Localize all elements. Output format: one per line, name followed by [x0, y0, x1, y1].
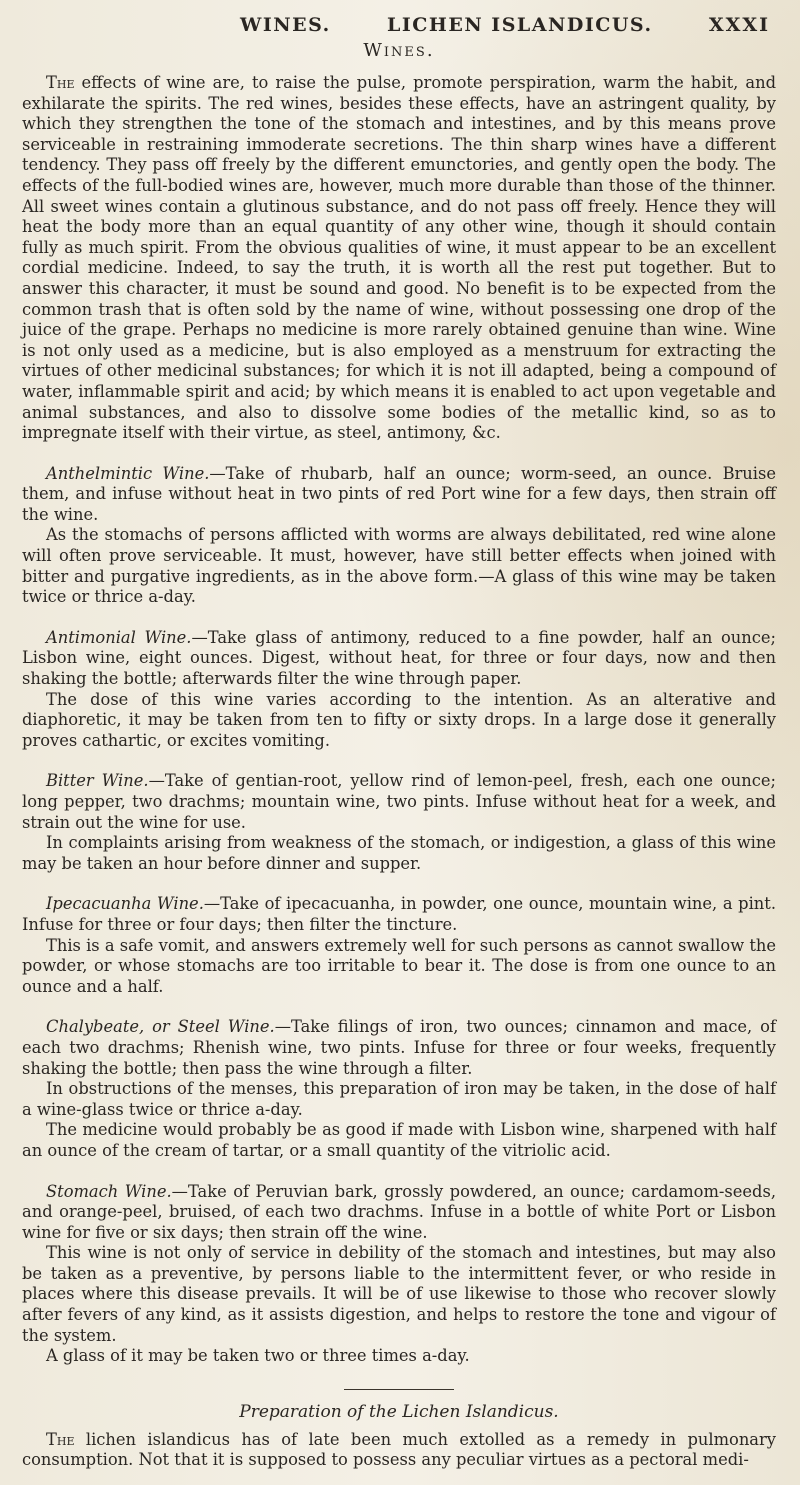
- intro-text: effects of wine are, to raise the pulse, promote perspiration, warm the habit, and exhilarate the spirits. The red wines, besides these effects, have an astringent quality, by which they strengthen the tone of the stomach and intestines, and by this means prove serviceable in restraining immoderate secretions. The thin sharp wines have a different tendency. They pass off freely by the different emunctories, and gently open the body. The effects of the full-bodied wines are, however, much more durable than those of the thinner. All sweet wines contain a glutinous substance, and do not pass off freely. Hence they will heat the body more than an equal quantity of any other wine, though it should contain fully as much spirit. From the obvious qualities of wine, it must appear to be an excellent cordial medicine. Indeed, to say the truth, it is worth all the rest put together. But to answer this character, it must be sound and good. No benefit is to be expected from the common trash that is often sold by the name of wine, without possessing one drop of the juice of the grape. Perhaps no medicine is more rarely obtained genuine than wine. Wine is not only used as a medicine, but is also employed as a menstruum for extracting the virtues of other medicinal substances; for which it is not ill adapted, being a compound of water, inflammable spirit and acid; by which means it is enabled to act upon vegetable and animal substances, and also to dissolve some bodies of the metallic kind, so as to impregnate itself with their virtue, as steel, antimony, &c.: [22, 73, 776, 443]
- preparation-title: Preparation of the Lichen Islandicus.: [239, 1401, 559, 1422]
- recipe-bitter: [22, 771, 776, 833]
- recipe-anthelmintic: [22, 464, 776, 526]
- preparation-text: lichen islandicus has of late been much extolled as a remedy in pulmonary consumption. Not that it is supposed to possess any peculiar virtues as a pectoral medi-: [22, 1429, 776, 1470]
- recipe-directions: —Take glass of antimony, reduced to a fine powder, half an ounce; Lisbon wine, eight ounces. Digest, without heat, for three or four days, now and then shaking the bottle; afterwards filter the wine through paper.: [22, 627, 776, 689]
- recipe-ipecacuanha: [22, 894, 776, 935]
- recipe-directions: —Take filings of iron, two ounces; cinnamon and mace, of each two drachms; Rhenish wine, two pints. Infuse for three or four weeks, frequently shaking the bottle; then pass the wine through a filter.: [22, 1017, 776, 1078]
- recipe-note: The medicine would probably be as good if made with Lisbon wine, sharpened with half an ounce of the cream of tartar, or a small quantity of the vitriolic acid.: [22, 1120, 776, 1160]
- recipe-name: Anthelmintic Wine.: [46, 463, 210, 483]
- recipe-directions: —Take of rhubarb, half an ounce; worm-seed, an ounce. Bruise them, and infuse without heat in two pints of red Port wine for a few days, then strain off the wine.: [22, 463, 776, 524]
- recipe-name: Stomach Wine.: [46, 1181, 172, 1201]
- recipe-name: Ipecacuanha Wine.: [46, 894, 204, 914]
- page-number: XXXI: [708, 14, 770, 36]
- recipe-note: This wine is not only of service in debility of the stomach and intestines, but may also be taken as a preventive, by persons liable to the intermittent fever, or who reside in places where this disease prevails. It will be of use likewise to those who recover slowly after fevers of any kind, as it assists digestion, and helps to restore the tone and vigour of the system.: [22, 1243, 776, 1345]
- recipe-antimonial: [22, 628, 776, 690]
- running-head-center: LICHEN ISLANDICUS.: [387, 14, 653, 36]
- preparation-lead-word: The: [46, 1429, 75, 1449]
- recipe-name: Antimonial Wine.: [46, 627, 192, 647]
- recipe-name: Bitter Wine.: [46, 771, 149, 791]
- section-title: Wines.: [363, 40, 435, 61]
- intro-paragraph: [22, 73, 776, 444]
- recipe-note: A glass of it may be taken two or three times a-day.: [46, 1346, 470, 1366]
- recipe-note: The dose of this wine varies according to the intention. As an alterative and diaphoretic, it may be taken from ten to fifty or sixty drops. In a large dose it generally proves cathartic, or excites vomiting.: [22, 689, 776, 750]
- recipe-chalybeate: [22, 1017, 776, 1079]
- running-head: [22, 14, 776, 36]
- recipe-directions: —Take of ipecacuanha, in powder, one ounce, mountain wine, a pint. Infuse for three or four days; then filter the tincture.: [22, 894, 776, 934]
- preparation-paragraph: [22, 1430, 776, 1471]
- recipe-stomach: [22, 1182, 776, 1244]
- running-head-left: WINES.: [240, 14, 331, 36]
- recipe-note: In complaints arising from weakness of the stomach, or indigestion, a glass of this wine may be taken an hour before dinner and supper.: [22, 833, 776, 873]
- section-divider: [344, 1389, 454, 1390]
- recipe-directions: —Take of gentian-root, yellow rind of lemon-peel, fresh, each one ounce; long pepper, two drachms; mountain wine, two pints. Infuse without heat for a week, and strain out the wine for use.: [22, 771, 776, 832]
- recipe-note: As the stomachs of persons afflicted with worms are always debilitated, red wine alone will often prove serviceable. It must, however, have still better effects when joined with bitter and purgative ingredients, as in the above form.—A glass of this wine may be taken twice or thrice a-day.: [22, 525, 776, 607]
- intro-lead-word: The: [46, 73, 75, 92]
- recipe-note: This is a safe vomit, and answers extremely well for such persons as cannot swallow the powder, or whose stomachs are too irritable to bear it. The dose is from one ounce to an ounce and a half.: [22, 935, 776, 996]
- recipe-name: Chalybeate, or Steel Wine.: [46, 1017, 275, 1037]
- recipe-directions: —Take of Peruvian bark, grossly powdered, an ounce; cardamom-seeds, and orange-peel, bruised, of each two drachms. Infuse in a bottle of white Port or Lisbon wine for five or six days; then strain off the wine.: [22, 1181, 776, 1242]
- recipe-note: In obstructions of the menses, this preparation of iron may be taken, in the dose of half a wine-glass twice or thrice a-day.: [22, 1079, 776, 1119]
